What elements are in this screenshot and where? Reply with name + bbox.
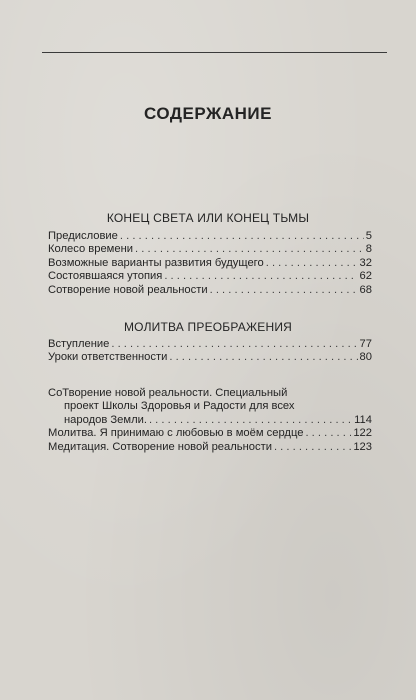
leader-dots — [164, 270, 357, 283]
page-title: СОДЕРЖАНИЕ — [144, 104, 272, 123]
toc-entry-title-line-2: проект Школы Здоровья и Радости для всех — [64, 400, 295, 413]
toc-entry-title: Вступление — [48, 338, 110, 350]
toc-entry-title: Молитва. Я принимаю с любовью в моём сердце — [48, 427, 304, 440]
toc-entry-title-line-3: народов Земли. — [64, 413, 147, 426]
section-heading-1: КОНЕЦ СВЕТА ИЛИ КОНЕЦ ТЬМЫ — [106, 211, 310, 225]
toc-entry-page: 32 — [359, 256, 372, 269]
leader-dots — [135, 243, 364, 256]
toc-entry[interactable] — [48, 230, 372, 243]
toc-entry-title: Колесо времени — [48, 243, 134, 256]
toc-entry[interactable] — [48, 338, 372, 351]
toc-entry-title: Предисловие — [48, 230, 118, 242]
toc-entry-title: Возможные варианты развития будущего — [48, 256, 264, 269]
toc-list-section-3 — [48, 387, 372, 454]
toc-entry-title: Уроки ответственности — [48, 351, 168, 364]
leader-dots — [274, 441, 351, 454]
toc-entry[interactable] — [48, 351, 372, 364]
toc-entry-page: 77 — [359, 338, 372, 350]
header-rule — [42, 52, 387, 54]
toc-entry[interactable] — [48, 270, 372, 283]
section-heading-2: МОЛИТВА ПРЕОБРАЖЕНИЯ — [123, 320, 293, 334]
toc-entry-page: 123 — [353, 440, 372, 453]
toc-entry-page: 8 — [365, 243, 372, 256]
toc-entry-page: 62 — [359, 270, 372, 283]
leader-dots — [266, 257, 358, 270]
toc-entry[interactable] — [48, 284, 372, 297]
toc-list-section-2 — [48, 338, 372, 365]
leader-dots — [120, 230, 364, 243]
toc-entry-page: 114 — [354, 413, 372, 426]
toc-entry[interactable] — [48, 387, 372, 427]
leader-dots — [111, 338, 357, 351]
toc-entry[interactable] — [48, 257, 372, 270]
toc-entry-title-line-1: СоТворение новой реальности. Специальный — [48, 387, 288, 399]
leader-dots — [169, 351, 357, 364]
toc-entry-page: 122 — [353, 427, 372, 440]
toc-entry-title: Сотворение новой реальности — [48, 283, 208, 296]
toc-entry[interactable] — [48, 441, 372, 454]
toc-entry[interactable] — [48, 243, 372, 256]
toc-list-section-1 — [48, 230, 372, 297]
toc-entry-page: 5 — [365, 230, 372, 242]
leader-dots — [305, 427, 351, 440]
toc-entry-page: 80 — [359, 351, 372, 364]
toc-entry[interactable] — [48, 427, 372, 440]
toc-entry-page: 68 — [359, 283, 372, 296]
toc-entry-title: Состоявшаяся утопия — [48, 270, 163, 283]
toc-entry-last-line — [48, 414, 372, 427]
toc-entry-title: Медитация. Сотворение новой реальности — [48, 440, 272, 453]
leader-dots — [149, 414, 352, 427]
leader-dots — [210, 284, 358, 297]
